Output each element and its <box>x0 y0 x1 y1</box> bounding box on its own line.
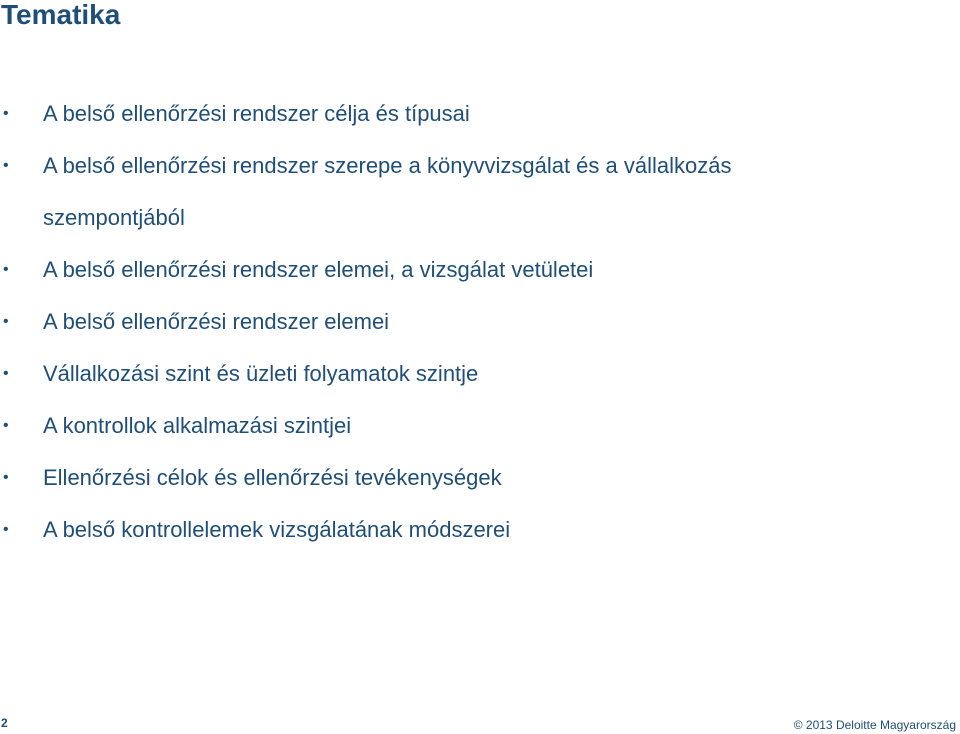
list-item <box>0 296 940 348</box>
list-item-text: A belső ellenőrzési rendszer elemei, a vizsgálat vetületei <box>43 257 594 282</box>
bullet-icon: • <box>3 261 9 278</box>
list-item-text: A belső ellenőrzési rendszer célja és típusai <box>43 101 470 126</box>
slide-title: Tematika <box>1 0 121 30</box>
list-item <box>0 504 940 556</box>
list-item <box>0 88 940 140</box>
bullet-icon: • <box>3 105 9 122</box>
list-item <box>0 400 940 452</box>
list-item-text: A belső ellenőrzési rendszer elemei <box>43 309 390 334</box>
list-item-text: Ellenőrzési célok és ellenőrzési tevékenységek <box>43 465 502 490</box>
list-item-text: Vállalkozási szint és üzleti folyamatok szintje <box>43 361 479 386</box>
bullet-icon: • <box>3 521 9 538</box>
topic-list <box>0 88 940 556</box>
list-item-text: A kontrollok alkalmazási szintjei <box>43 413 352 438</box>
list-item-text: A belső ellenőrzési rendszer szerepe a könyvvizsgálat és a vállalkozás szempontjából <box>43 153 732 230</box>
page-number: 2 <box>1 716 8 730</box>
list-item <box>0 140 940 244</box>
list-item <box>0 348 940 400</box>
list-item <box>0 452 940 504</box>
bullet-icon: • <box>3 469 9 486</box>
bullet-icon: • <box>3 313 9 330</box>
list-item-text: A belső kontrollelemek vizsgálatának módszerei <box>43 517 511 542</box>
bullet-icon: • <box>3 417 9 434</box>
list-item <box>0 244 940 296</box>
footer-copyright: © 2013 Deloitte Magyarország <box>793 718 956 732</box>
bullet-icon: • <box>3 157 9 174</box>
bullet-icon: • <box>3 365 9 382</box>
